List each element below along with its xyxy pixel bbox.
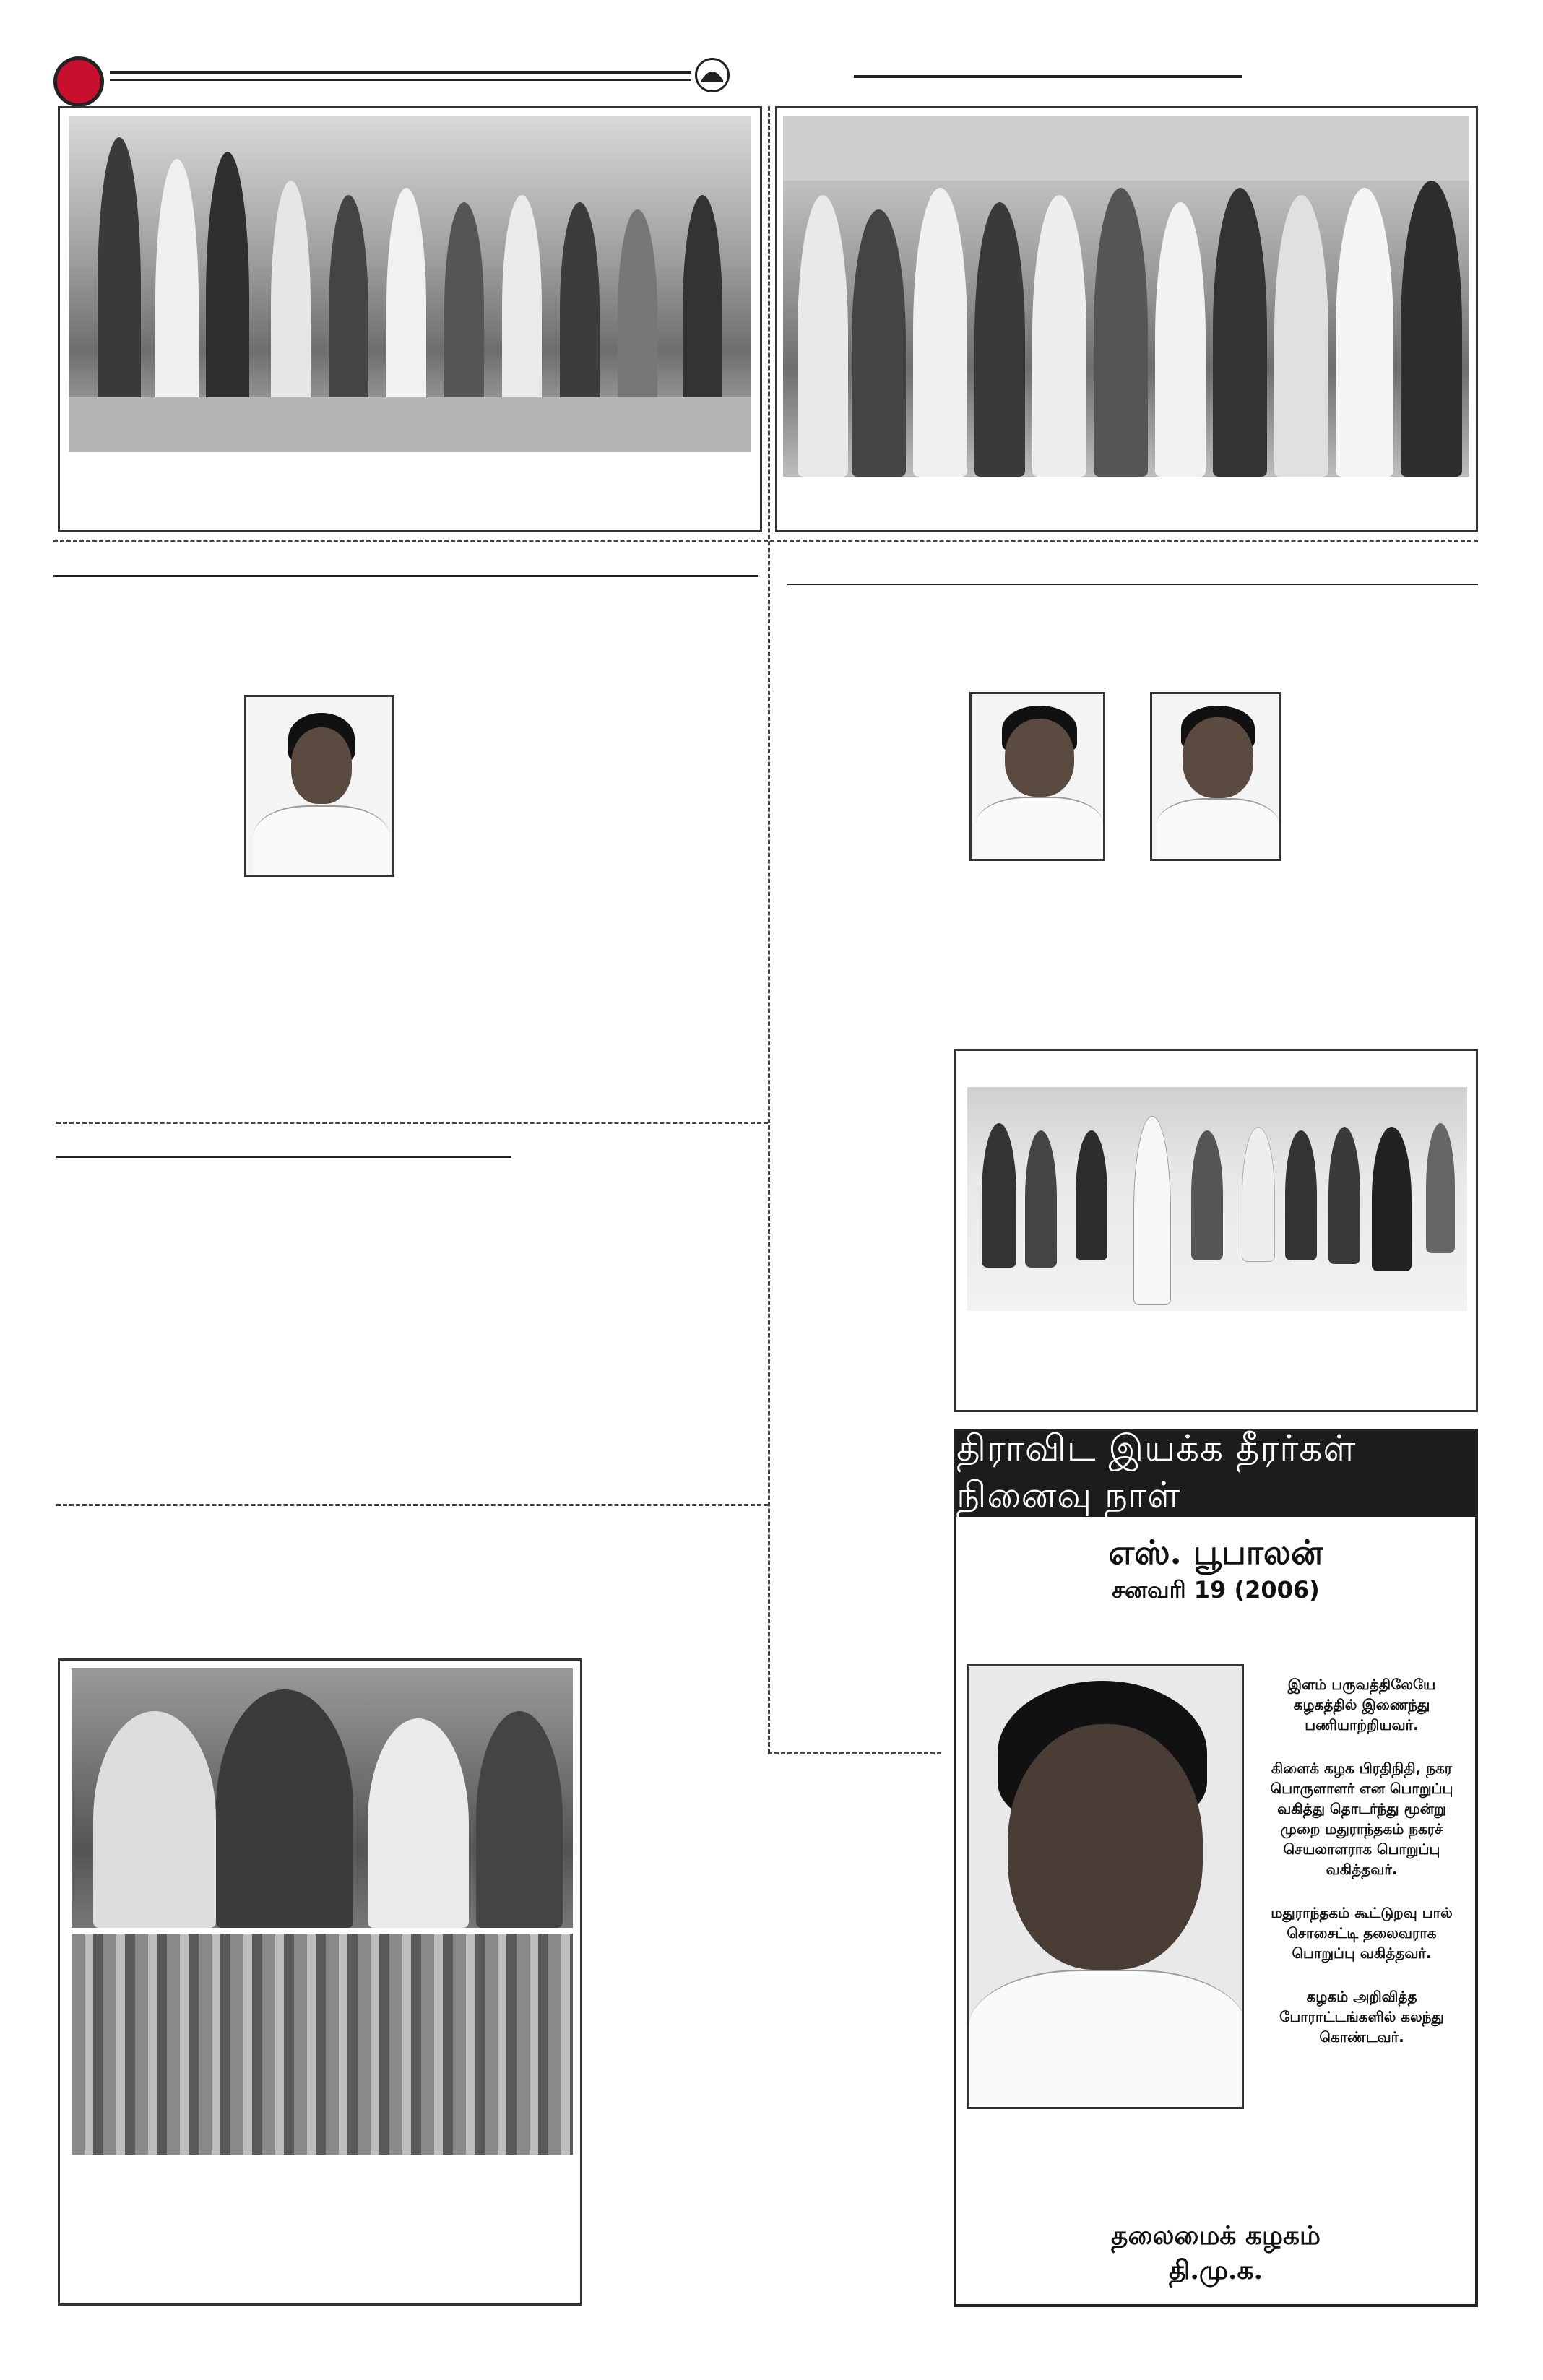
portrait-icon: [967, 1664, 1244, 2109]
cricket-event-photo-icon: [967, 1087, 1467, 1311]
photo-frame-crowd: [58, 1658, 582, 2306]
portrait-icon: [969, 692, 1105, 861]
separator-column: [768, 106, 770, 1753]
memorial-bio: [1257, 1674, 1466, 2108]
bio-paragraph: இளம் பருவத்திலேயே கழகத்தில் இணைந்து பணியாற்றியவர்.: [1287, 1676, 1436, 1734]
crowd-meeting-photo-icon: [72, 1668, 573, 2155]
headline-rule-left-2: [56, 1156, 511, 1158]
memorial-header: திராவிட இயக்க தீரர்கள் நினைவு நாள்: [956, 1432, 1475, 1517]
group-photo-icon: [783, 116, 1469, 477]
bio-paragraph: மதுராந்தகம் கூட்டுறவு பால் சொசைட்டி தலைவராக பொறுப்பு வகித்தவர்.: [1271, 1904, 1453, 1962]
memorial-date: சனவரி 19 (2006): [1112, 1576, 1320, 1604]
portrait-icon: [1150, 692, 1281, 861]
masthead-rule-right: [854, 75, 1242, 78]
headline-rule-left: [53, 575, 758, 577]
group-photo-icon: [69, 116, 751, 452]
separator-top: [53, 540, 1478, 542]
headline-rule-right: [787, 584, 1478, 585]
memorial-name: எஸ். பூபாலன்: [1108, 1533, 1323, 1572]
masthead-rule-left-thin: [110, 79, 691, 81]
separator-column-end: [768, 1752, 941, 1754]
separator-left-1: [56, 1122, 768, 1124]
memorial-footer-line1: தலைமைக் கழகம்: [1111, 2220, 1321, 2251]
photo-frame-cricket: [954, 1049, 1478, 1412]
photo-frame-top-left: [58, 106, 762, 532]
page-number-circle: [53, 56, 104, 107]
portrait-icon: [244, 695, 394, 877]
bio-paragraph: கிளைக் கழக பிரதிநிதி, நகர பொருளாளர் என பொறுப்பு வகித்து தொடர்ந்து மூன்று முறை மதுராந்தகம் நகரச் செயலாளராக பொறுப்பு வகித்தவர்.: [1270, 1760, 1453, 1878]
memorial-footer-line2: தி.மு.க.: [1168, 2255, 1263, 2285]
masthead-rule-left: [110, 71, 691, 74]
separator-left-2: [56, 1504, 768, 1506]
memorial-box: [954, 1429, 1478, 2307]
photo-frame-top-right: [775, 106, 1478, 532]
bio-paragraph: கழகம் அறிவித்த போராட்டங்களில் கலந்து கொண்டவர்.: [1279, 1988, 1444, 2046]
rising-sun-emblem-icon: [695, 58, 730, 92]
